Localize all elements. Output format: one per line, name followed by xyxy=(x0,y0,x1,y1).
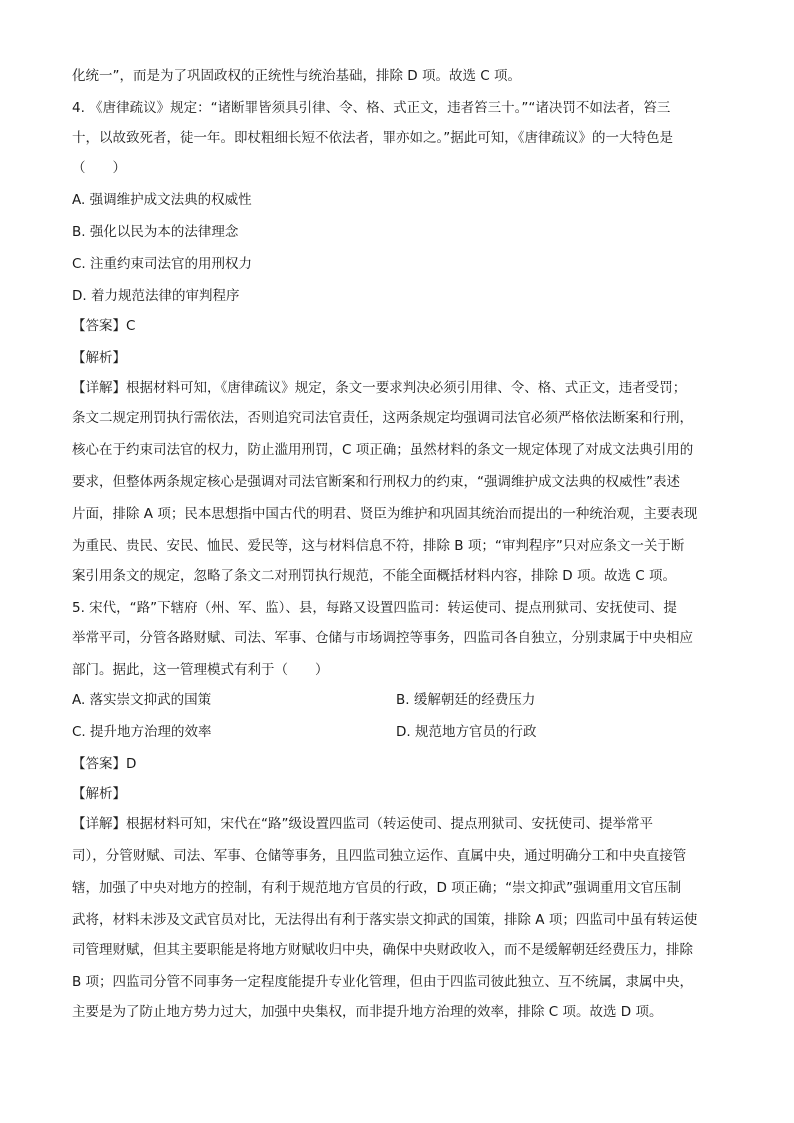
question-4-blank: （ ） xyxy=(72,160,126,176)
explanation-line: 辖，加强了中央对地方的控制，有利于规范地方官员的行政，D 项正确；“崇文抑武”强调重用文官压制 xyxy=(72,880,682,896)
question-5-stem-cont: 举常平司，分管各路财赋、司法、军事、仓储与市场调控等事务，四监司各自独立，分别隶属于中央相应 xyxy=(72,630,693,646)
explanation-line: 核心在于约束司法官的权力，防止滥用刑罚，C 项正确；虽然材料的条文一规定体现了对成文法典引用的 xyxy=(72,442,694,458)
option-d: D. 规范地方官员的行政 xyxy=(396,724,537,740)
option-a: A. 强调维护成文法典的权威性 xyxy=(72,192,252,208)
question-4-stem-cont: 十，以故致死者，徒一年。即杖粗细长短不依法者，罪亦如之。”据此可知，《唐律疏议》的一大特色是 xyxy=(72,130,673,146)
explanation-line: 武将，材料未涉及文武官员对比，无法得出有利于落实崇文抑武的国策，排除 A 项；四监司中虽有转运使 xyxy=(72,912,698,928)
text-line: 化统一”，而是为了巩固政权的正统性与统治基础，排除 D 项。故选 C 项。 xyxy=(72,68,521,84)
explanation-line: 要求，但整体两条规定核心是强调对司法官断案和行刑权力的约束，“强调维护成文法典的权威性”表述 xyxy=(72,474,680,490)
answer-label: 【答案】C xyxy=(72,318,136,334)
explanation-line: 【详解】根据材料可知，宋代在“路”级设置四监司（转运使司、提点刑狱司、安抚使司、提举常平 xyxy=(72,816,653,832)
option-c: C. 提升地方治理的效率 xyxy=(72,724,212,740)
option-a: A. 落实崇文抑武的国策 xyxy=(72,692,212,708)
option-b: B. 强化以民为本的法律理念 xyxy=(72,224,239,240)
explanation-line: 【详解】根据材料可知，《唐律疏议》规定，条文一要求判决必须引用律、令、格、式正文，违者受罚； xyxy=(72,380,687,396)
option-d: D. 着力规范法律的审判程序 xyxy=(72,288,240,304)
explanation-line: 主要是为了防止地方势力过大，加强中央集权，而非提升地方治理的效率，排除 C 项。故选 D 项。 xyxy=(72,1004,663,1020)
explanation-line: 片面，排除 A 项；民本思想指中国古代的明君、贤臣为维护和巩固其统治而提出的一种统治观，主要表现 xyxy=(72,506,698,522)
question-4-stem: 4. 《唐律疏议》规定：“诸断罪皆须具引律、令、格、式正文，违者笞三十。”“诸决罚不如法者，笞三 xyxy=(72,100,671,116)
analysis-label: 【解析】 xyxy=(72,786,126,802)
explanation-line: 案引用条文的规定，忽略了条文二对刑罚执行规范，不能全面概括材料内容，排除 D 项。故选 C 项。 xyxy=(72,568,676,584)
analysis-label: 【解析】 xyxy=(72,350,126,366)
explanation-line: B 项；四监司分管不同事务一定程度能提升专业化管理，但由于四监司彼此独立、互不统属，隶属中央， xyxy=(72,974,694,990)
option-b: B. 缓解朝廷的经费压力 xyxy=(396,692,536,708)
option-c: C. 注重约束司法官的用刑权力 xyxy=(72,256,253,272)
answer-label: 【答案】D xyxy=(72,756,137,772)
explanation-line: 司），分管财赋、司法、军事、仓储等事务，且四监司独立运作、直属中央，通过明确分工和中央直接管 xyxy=(72,848,687,864)
question-5-stem-end: 部门。据此，这一管理模式有利于（ ） xyxy=(72,662,329,678)
explanation-line: 为重民、贵民、安民、恤民、爱民等，这与材料信息不符，排除 B 项；“审判程序”只对应条文一关于断 xyxy=(72,538,685,554)
explanation-line: 司管理财赋，但其主要职能是将地方财赋收归中央，确保中央财政收入，而不是缓解朝廷经费压力，排除 xyxy=(72,942,693,958)
question-5-stem: 5. 宋代，“路”下辖府（州、军、监）、县，每路又设置四监司：转运使司、提点刑狱司、安抚使司、提 xyxy=(72,600,677,616)
explanation-line: 条文二规定刑罚执行需依法，否则追究司法官责任，这两条规定均强调司法官必须严格依法断案和行刑， xyxy=(72,410,693,426)
